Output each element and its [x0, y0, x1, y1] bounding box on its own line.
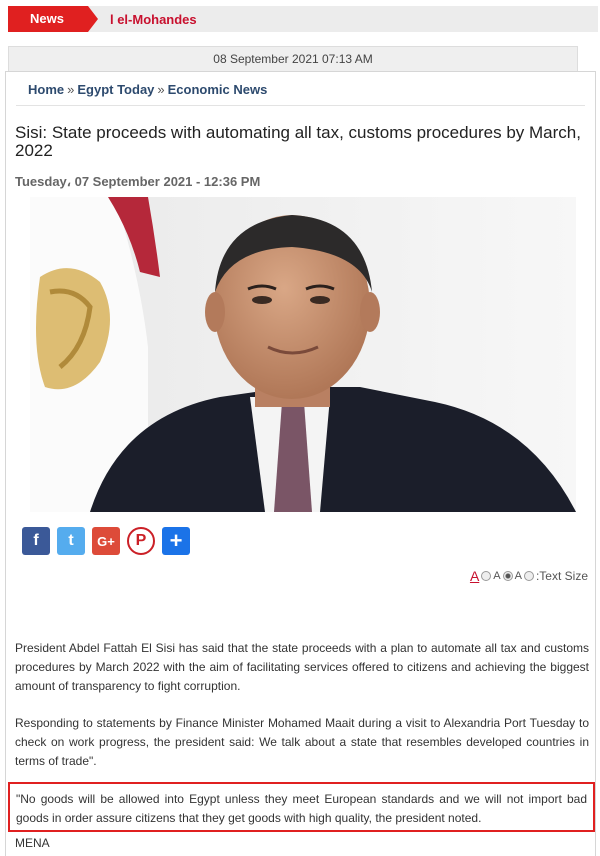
text-size-small-radio[interactable]	[524, 571, 534, 581]
text-size-large-radio[interactable]	[481, 571, 491, 581]
news-ticker-label: News	[8, 6, 88, 32]
text-size-medium-label: A	[493, 570, 501, 582]
article-paragraph: President Abdel Fattah El Sisi has said that the state proceeds with a plan to automate all tax and customs procedures by March 2022 with the aim of facilitating services offered to citizens and achieving the biggest amount of transparency to fight corruption.	[15, 641, 589, 693]
ticker-headline[interactable]: l el-Mohandes	[109, 11, 197, 27]
twitter-share-icon[interactable]: t	[57, 527, 85, 555]
highlighted-quote: "No goods will be allowed into Egypt unless they meet European standards and we will not import bad goods in order assure citizens that they get goods with high quality, the president noted.	[8, 782, 595, 832]
divider	[16, 105, 585, 106]
breadcrumb-separator: »	[67, 82, 75, 97]
text-size-control	[470, 568, 588, 584]
share-buttons	[22, 527, 190, 555]
article-source: MENA	[15, 836, 50, 850]
article-photo	[30, 197, 576, 512]
breadcrumb-separator: »	[157, 82, 165, 97]
article-title: Sisi: State proceeds with automating all tax, customs procedures by March, 2022	[15, 123, 581, 160]
breadcrumb-section[interactable]: Egypt Today	[77, 82, 155, 97]
breadcrumb	[28, 82, 267, 97]
more-share-icon[interactable]: +	[162, 527, 190, 555]
news-ticker-bar	[8, 6, 598, 32]
article-date: Tuesday، 07 September 2021 - 12:36 PM	[15, 174, 261, 189]
text-size-small-label: A	[514, 570, 522, 582]
pinterest-share-icon[interactable]: P	[127, 527, 155, 555]
text-size-label: :Text Size	[535, 569, 588, 583]
breadcrumb-home[interactable]: Home	[28, 82, 65, 97]
breadcrumb-category[interactable]: Economic News	[167, 82, 268, 97]
article-card	[5, 71, 596, 856]
text-size-large-label: A	[469, 568, 480, 584]
googleplus-share-icon[interactable]: G+	[92, 527, 120, 555]
text-size-medium-radio[interactable]	[503, 571, 513, 581]
article-paragraph: Responding to statements by Finance Minister Mohamed Maait during a visit to Alexandria Port Tuesday to check on work progress, the president said: We talk about a state that resembles developed countries in terms of trade".	[15, 716, 589, 768]
facebook-share-icon[interactable]: f	[22, 527, 50, 555]
current-datetime: 08 September 2021 07:13 AM	[8, 46, 578, 72]
